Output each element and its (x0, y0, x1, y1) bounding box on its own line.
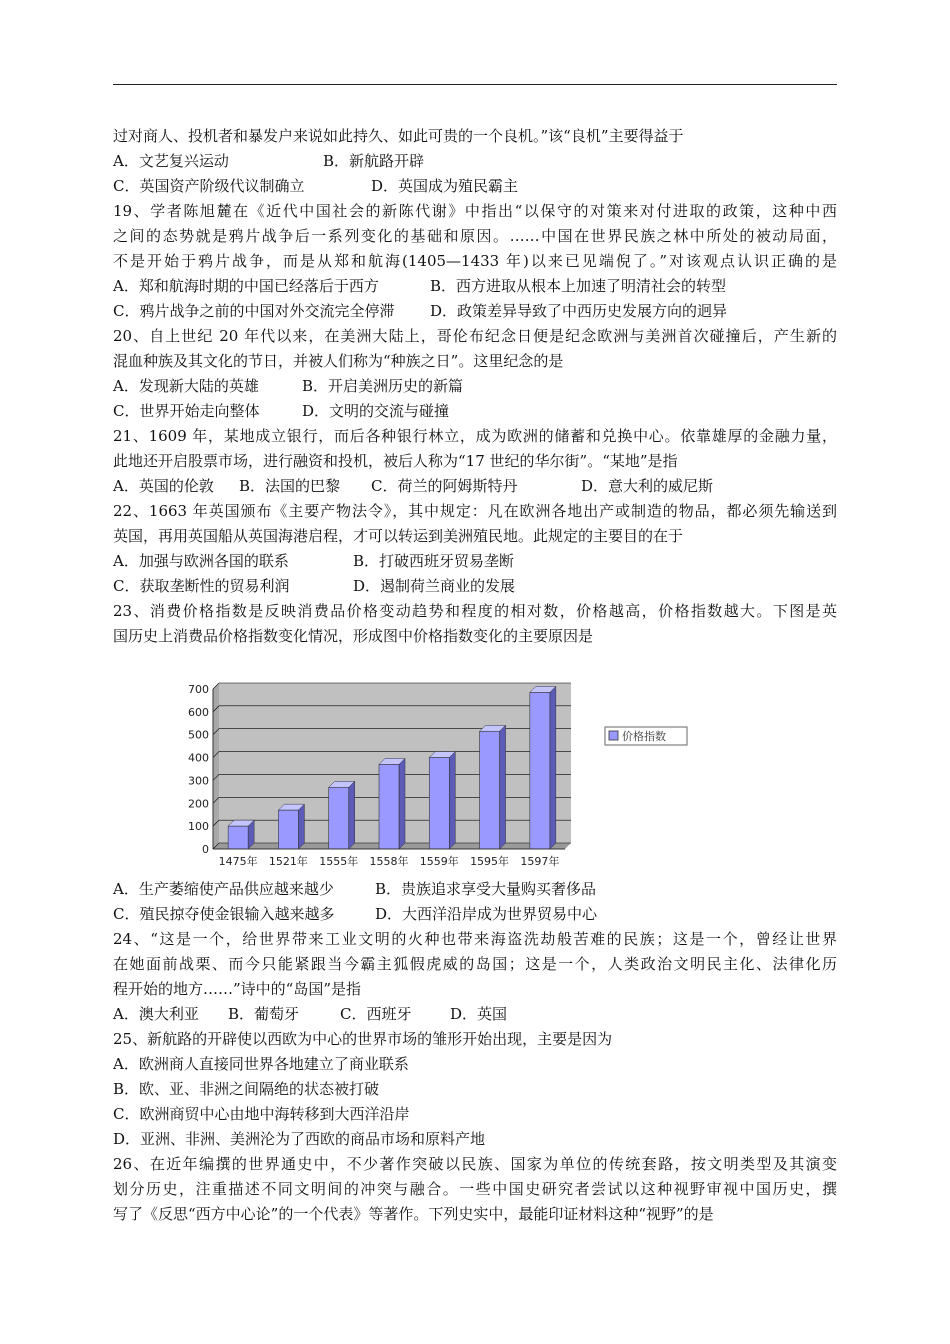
q18-option-b[interactable]: B．新航路开辟 (323, 152, 425, 170)
y-tick-label: 700 (188, 683, 209, 696)
plot-side-wall (213, 683, 219, 849)
exam-content (113, 124, 837, 1227)
q22-stem-line1: 22、1663 年英国颁布《主要产物法令》，其中规定：凡在欧洲各地出产或制造的物品，都必须先输送到 (113, 502, 837, 520)
q22-options-row1 (113, 549, 837, 574)
x-tick-label: 1559年 (419, 855, 459, 868)
q25-option-c[interactable]: C．欧洲商贸中心由地中海转移到大西洋沿岸 (113, 1105, 410, 1123)
q22-option-b[interactable]: B．打破西班牙贸易垄断 (353, 552, 515, 570)
q20-option-b[interactable]: B．开启美洲历史的新篇 (302, 377, 464, 395)
x-tick-label: 1475年 (218, 855, 258, 868)
q22-option-c[interactable]: C．获取垄断性的贸易利润 (113, 577, 290, 595)
q19-options-row2 (113, 299, 837, 324)
q26-stem-line3: 写了《反思“西方中心论”的一个代表》等著作。下列史实中，最能印证材料这种“视野”的是 (113, 1205, 714, 1223)
y-tick-label: 600 (188, 705, 209, 719)
q23-option-d[interactable]: D．大西洋沿岸成为世界贸易中心 (375, 905, 598, 923)
q20-option-a[interactable]: A．发现新大陆的英雄 (113, 377, 259, 395)
x-tick-label: 1521年 (268, 855, 308, 868)
q20-options-row1 (113, 374, 837, 399)
q21-option-b[interactable]: B．法国的巴黎 (239, 477, 341, 495)
bar (429, 758, 449, 849)
chart-legend (605, 727, 687, 745)
q18-option-a[interactable]: A．文艺复兴运动 (113, 152, 229, 170)
q23-option-a[interactable]: A．生产萎缩使产品供应越来越少 (113, 880, 334, 898)
bar (530, 692, 550, 849)
q20-stem-line1: 20、自上世纪 20 年代以来，在美洲大陆上，哥伦布纪念日便是纪念欧洲与美洲首次碰撞后，产生新的 (113, 327, 837, 345)
bar (278, 810, 298, 849)
x-tick-label: 1597年 (520, 855, 560, 868)
y-tick-label: 0 (202, 843, 209, 856)
q24-option-b[interactable]: B．葡萄牙 (228, 1005, 300, 1023)
bar-side (399, 758, 405, 849)
q24-option-c[interactable]: C．西班牙 (340, 1005, 412, 1023)
price-index-chart (113, 649, 837, 877)
q19-option-d[interactable]: D．政策差异导致了中西历史发展方向的迥异 (430, 302, 728, 320)
q19-option-a[interactable]: A．郑和航海时期的中国已经落后于西方 (113, 277, 379, 295)
y-tick-label: 200 (188, 797, 209, 811)
q21-stem-line1: 21、1609 年，某地成立银行，而后各种银行林立，成为欧洲的储蓄和兑换中心。依靠雄厚的金融力量， (113, 427, 837, 445)
bar-side (349, 781, 355, 849)
q25-option-b[interactable]: B．欧、亚、非洲之间隔绝的状态被打破 (113, 1080, 380, 1098)
bar (379, 764, 399, 849)
q18-options-row2 (113, 174, 837, 199)
q23-options-row1 (113, 877, 837, 902)
x-tick-label: 1555年 (319, 855, 359, 868)
x-tick-label: 1558年 (369, 855, 409, 868)
q25-option-a[interactable]: A．欧洲商人直接同世界各地建立了商业联系 (113, 1055, 409, 1073)
q21-option-a[interactable]: A．英国的伦敦 (113, 477, 214, 495)
q22-stem-line2: 英国，再用英国船从英国海港启程，才可以转运到美洲殖民地。此规定的主要目的在于 (113, 527, 684, 545)
y-tick-label: 300 (188, 774, 209, 788)
q25-stem: 25、新航路的开辟使以西欧为中心的世界市场的雏形开始出现，主要是因为 (113, 1030, 613, 1048)
q18-options-row1 (113, 149, 837, 174)
q23-options-row2 (113, 902, 837, 927)
q19-stem-line2: 之间的态势就是鸦片战争后一系列变化的基础和原因。……中国在世界民族之林中所处的被动局面， (113, 227, 837, 245)
q24-option-a[interactable]: A．澳大利亚 (113, 1005, 199, 1023)
q25-option-d[interactable]: D．亚洲、非洲、美洲沦为了西欧的商品市场和原料产地 (113, 1130, 486, 1148)
q18-stem: 过对商人、投机者和暴发户来说如此持久、如此可贵的一个良机。”该“良机”主要得益于 (113, 127, 684, 145)
header-rule (113, 84, 837, 85)
legend-label: 价格指数 (622, 730, 666, 743)
q24-stem-line3: 程开始的地方……”诗中的“岛国”是指 (113, 980, 362, 998)
q24-options (113, 1002, 837, 1027)
bar (329, 787, 349, 849)
q26-stem-line1: 26、在近年编撰的世界通史中，不少著作突破以民族、国家为单位的传统套路，按文明类型及其演变 (113, 1155, 837, 1173)
q20-option-c[interactable]: C．世界开始走向整体 (113, 402, 260, 420)
q26-stem-line2: 划分历史，注重描述不同文明间的冲突与融合。一些中国史研究者尝试以这种视野审视中国历史，撰 (113, 1180, 837, 1198)
q23-stem-line1: 23、消费价格指数是反映消费品价格变动趋势和程度的相对数，价格越高，价格指数越大。下图是英 (113, 602, 837, 620)
q20-option-d[interactable]: D．文明的交流与碰撞 (302, 402, 450, 420)
x-tick-label: 1595年 (470, 855, 510, 868)
q24-stem-line2: 在她面前战栗、而今只能紧跟当今霸主狐假虎威的岛国；这是一个，人类政治文明民主化、法律化历 (113, 955, 837, 973)
q23-stem-line2: 国历史上消费品价格指数变化情况，形成图中价格指数变化的主要原因是 (113, 627, 594, 645)
q22-option-a[interactable]: A．加强与欧洲各国的联系 (113, 552, 289, 570)
q24-stem-line1: 24、“这是一个，给世界带来工业文明的火种也带来海盗洗劫般苦难的民族；这是一个，曾经让世界 (113, 930, 837, 948)
bar (228, 826, 248, 849)
q21-stem-line2: 此地还开启股票市场，进行融资和投机，被后人称为“17 世纪的华尔街”。“某地”是指 (113, 452, 678, 470)
bar (480, 731, 500, 849)
q21-option-d[interactable]: D．意大利的威尼斯 (581, 477, 714, 495)
q21-options (113, 474, 837, 499)
bar-side (298, 804, 304, 849)
q19-option-c[interactable]: C．鸦片战争之前的中国对外交流完全停滞 (113, 302, 395, 320)
price-index-chart-area (113, 649, 837, 877)
q21-option-c[interactable]: C．荷兰的阿姆斯特丹 (371, 477, 518, 495)
q19-options-row1 (113, 274, 837, 299)
q19-stem-line1: 19、学者陈旭麓在《近代中国社会的新陈代谢》中指出“以保守的对策来对付进取的政策，这种中西 (113, 202, 837, 220)
q19-stem-line3: 不是开始于鸦片战争，而是从郑和航海(1405—1433 年)以来已见端倪了。”对该观点认识正确的是 (113, 252, 837, 270)
y-tick-label: 100 (188, 820, 209, 834)
bar-side (500, 725, 506, 849)
q24-option-d[interactable]: D．英国 (450, 1005, 508, 1023)
y-tick-label: 400 (188, 751, 209, 765)
q22-options-row2 (113, 574, 837, 599)
q18-option-c[interactable]: C．英国资产阶级代议制确立 (113, 177, 305, 195)
q19-option-b[interactable]: B．西方进取从根本上加速了明清社会的转型 (430, 277, 727, 295)
legend-swatch (609, 731, 618, 740)
q20-stem-line2: 混血种族及其文化的节日，并被人们称为“种族之日”。这里纪念的是 (113, 352, 564, 370)
y-tick-label: 500 (188, 728, 209, 742)
bar-side (550, 686, 556, 849)
q22-option-d[interactable]: D．遏制荷兰商业的发展 (353, 577, 516, 595)
q20-options-row2 (113, 399, 837, 424)
bar-side (449, 752, 455, 849)
q18-option-d[interactable]: D．英国成为殖民霸主 (371, 177, 519, 195)
q23-option-c[interactable]: C．殖民掠夺使金银输入越来越多 (113, 905, 335, 923)
q23-option-b[interactable]: B．贵族追求享受大量购买奢侈品 (375, 880, 597, 898)
